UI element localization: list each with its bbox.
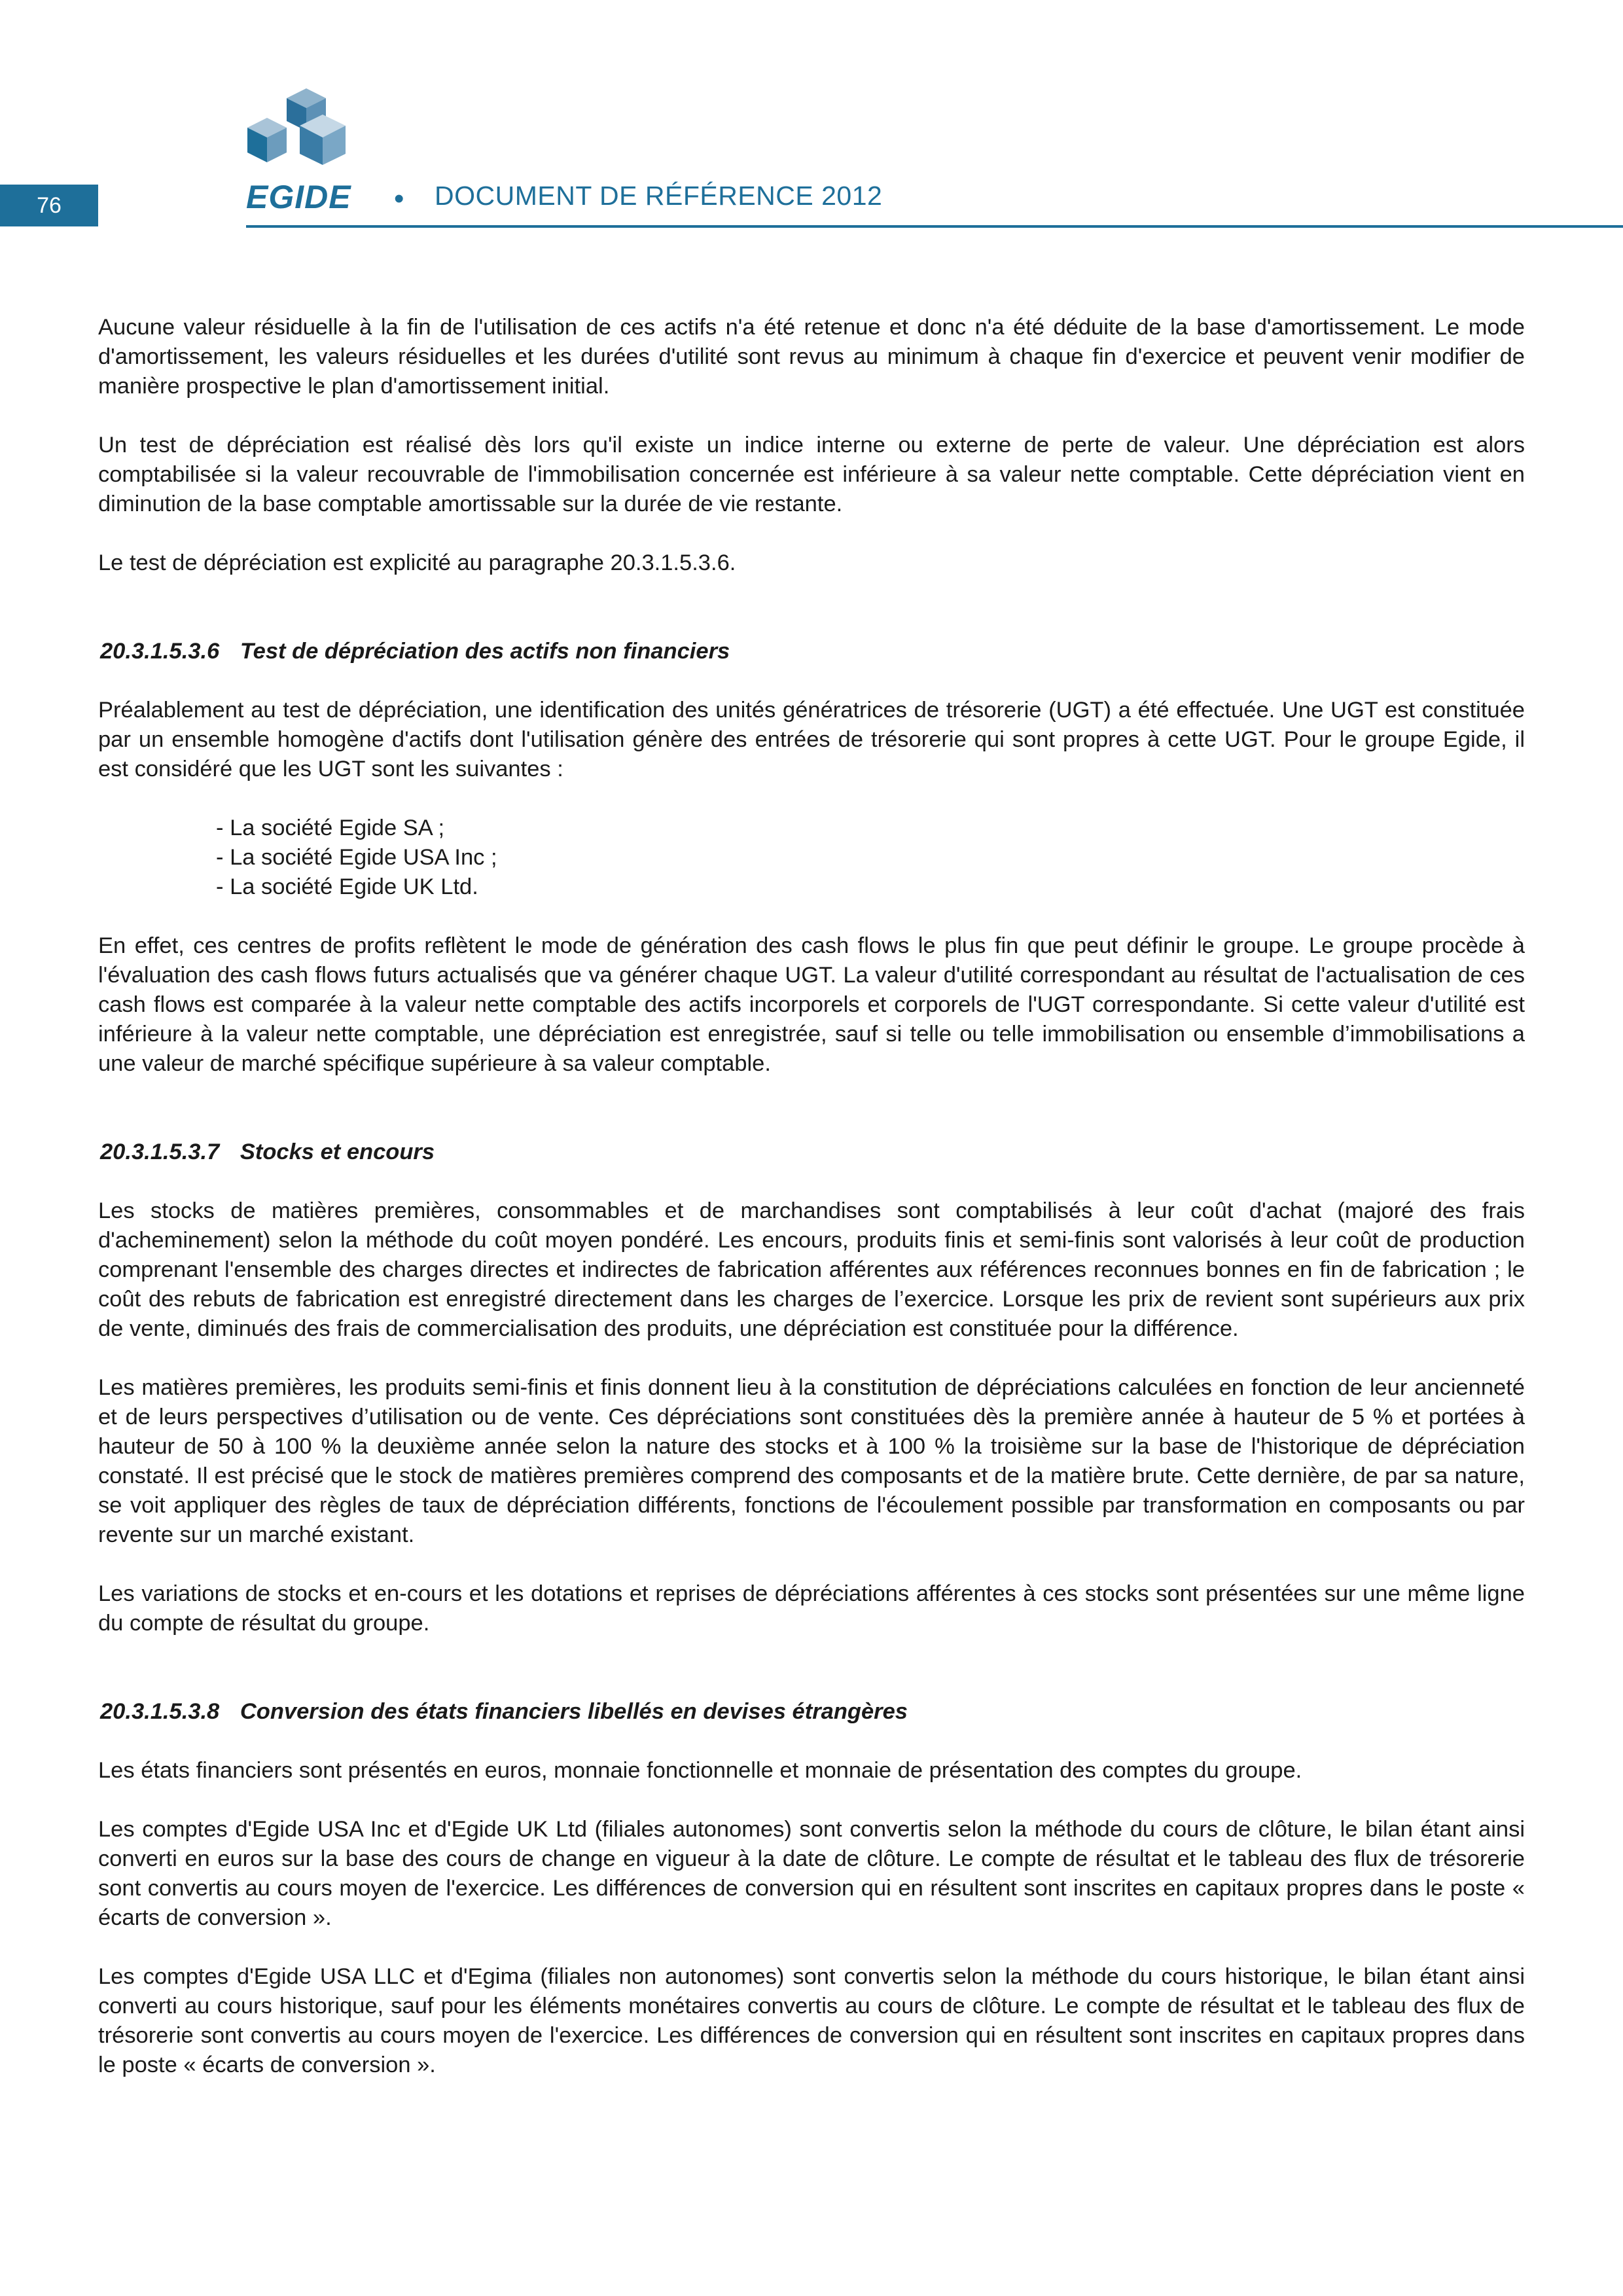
paragraph: En effet, ces centres de profits reflètent le mode de génération des cash flows le plus fin que peut définir le groupe. Le groupe procède à l'évaluation des cash flows futurs actualisés que va générer chaque UGT. La valeur d'utilité correspondant au résultat de l'actualisation de ces cash flows est comparée à la valeur nette comptable des actifs incorporels et corporels de l'UGT correspondante. Si cette valeur d'utilité est inférieure à la valeur nette comptable, une dépréciation est enregistrée, sauf si telle ou telle immobilisation ou ensemble d’immobilisations a une valeur de marché spécifique supérieure à sa valeur comptable. (98, 933, 1525, 1076)
section-title: Stocks et encours (240, 1139, 435, 1164)
list-item: - La société Egide USA Inc ; (216, 845, 497, 870)
paragraph: Les variations de stocks et en-cours et les dotations et reprises de dépréciations afférentes à ces stocks sont présentées sur une même ligne du compte de résultat du groupe. (98, 1581, 1525, 1636)
ugt-list (98, 814, 1525, 902)
paragraph: Préalablement au test de dépréciation, une identification des unités génératrices de trésorerie (UGT) a été effectuée. Une UGT est constituée par un ensemble homogène d'actifs dont l'utilisation génère des entrées de trésorerie qui sont propres à cette UGT. Pour le groupe Egide, il est considéré que les UGT sont les suivantes : (98, 698, 1525, 781)
section-title: Conversion des états financiers libellés en devises étrangères (240, 1699, 908, 1724)
paragraph: Aucune valeur résiduelle à la fin de l'utilisation de ces actifs n'a été retenue et donc n'a été déduite de la base d'amortissement. Le mode d'amortissement, les valeurs résiduelles et les durées d'utilité sont revus au minimum à chaque fin d'exercice et peuvent venir modifier de manière prospective le plan d'amortissement initial. (98, 315, 1525, 399)
paragraph: Un test de dépréciation est réalisé dès lors qu'il existe un indice interne ou externe de perte de valeur. Une dépréciation est alors comptabilisée si la valeur recouvrable de l'immobilisation concernée est inférieure à sa valeur nette comptable. Cette dépréciation vient en diminution de la base comptable amortissable sur la durée de vie restante. (98, 433, 1525, 516)
paragraph: Les matières premières, les produits semi-finis et finis donnent lieu à la constitution de dépréciations calculées en fonction de leur ancienneté et de leurs perspectives d’utilisation ou de vente. Ces dépréciations sont constituées dès la première année à hauteur de 5 % et portées à hauteur de 50 à 100 % la deuxième année selon la nature des stocks et à 100 % la troisième sur la base de l'historique de dépréciation constaté. Il est précisé que le stock de matières premières comprend des composants et de la matière brute. Cette dernière, de par sa nature, se voit appliquer des règles de taux de dépréciation différents, fonctions de l'écoulement possible par transformation en composants ou par revente sur un marché existant. (98, 1375, 1525, 1547)
list-item: - La société Egide SA ; (216, 816, 445, 840)
document-title: DOCUMENT DE RÉFÉRENCE 2012 (435, 181, 883, 211)
section-number: 20.3.1.5.3.8 (100, 1699, 220, 1724)
paragraph: Le test de dépréciation est explicité au paragraphe 20.3.1.5.3.6. (98, 550, 736, 575)
section-title: Test de dépréciation des actifs non financiers (240, 639, 730, 664)
logo-wordmark: EGIDE (246, 179, 351, 215)
page-header (0, 0, 1623, 236)
logo-cube-left (247, 118, 287, 162)
section-heading (100, 637, 1525, 666)
document-body (98, 313, 1525, 2109)
section-number: 20.3.1.5.3.7 (100, 1139, 220, 1164)
section-number: 20.3.1.5.3.6 (100, 639, 220, 664)
section-heading (100, 1138, 1525, 1167)
paragraph: Les comptes d'Egide USA Inc et d'Egide UK Ltd (filiales autonomes) sont convertis selon la méthode du cours de clôture, le bilan étant ainsi converti en euros sur la base des cours de change en vigueur à la date de clôture. Le compte de résultat et le tableau des flux de trésorerie sont convertis au cours moyen de l'exercice. Les différences de conversion qui en résultent sont inscrites en capitaux propres dans le poste « écarts de conversion ». (98, 1817, 1525, 1930)
page-number: 76 (0, 185, 98, 226)
header-bullet: • (394, 183, 404, 215)
header-divider (246, 225, 1623, 228)
paragraph: Les comptes d'Egide USA LLC et d'Egima (filiales non autonomes) sont convertis selon la méthode du cours historique, le bilan étant ainsi converti au cours historique, sauf pour les éléments monétaires convertis au cours de clôture. Le compte de résultat et le tableau des flux de trésorerie sont convertis au cours moyen de l'exercice. Les différences de conversion qui en résultent sont inscrites en capitaux propres dans le poste « écarts de conversion ». (98, 1964, 1525, 2077)
section-heading (100, 1697, 1525, 1727)
paragraph: Les stocks de matières premières, consommables et de marchandises sont comptabilisés à leur coût d'achat (majoré des frais d'acheminement) selon la méthode du coût moyen pondéré. Les encours, produits finis et semi-finis sont valorisés à leur coût de production comprenant l'ensemble des charges directes et indirectes de fabrication afférentes aux références reconnues bonnes en fin de fabrication ; le coût des rebuts de fabrication est enregistré directement dans les charges de l’exercice. Lorsque les prix de revient sont supérieurs aux prix de vente, diminués des frais de commercialisation des produits, une dépréciation est constituée pour la différence. (98, 1198, 1525, 1341)
paragraph: Les états financiers sont présentés en euros, monnaie fonctionnelle et monnaie de présentation des comptes du groupe. (98, 1758, 1302, 1783)
list-item: - La société Egide UK Ltd. (216, 874, 478, 899)
